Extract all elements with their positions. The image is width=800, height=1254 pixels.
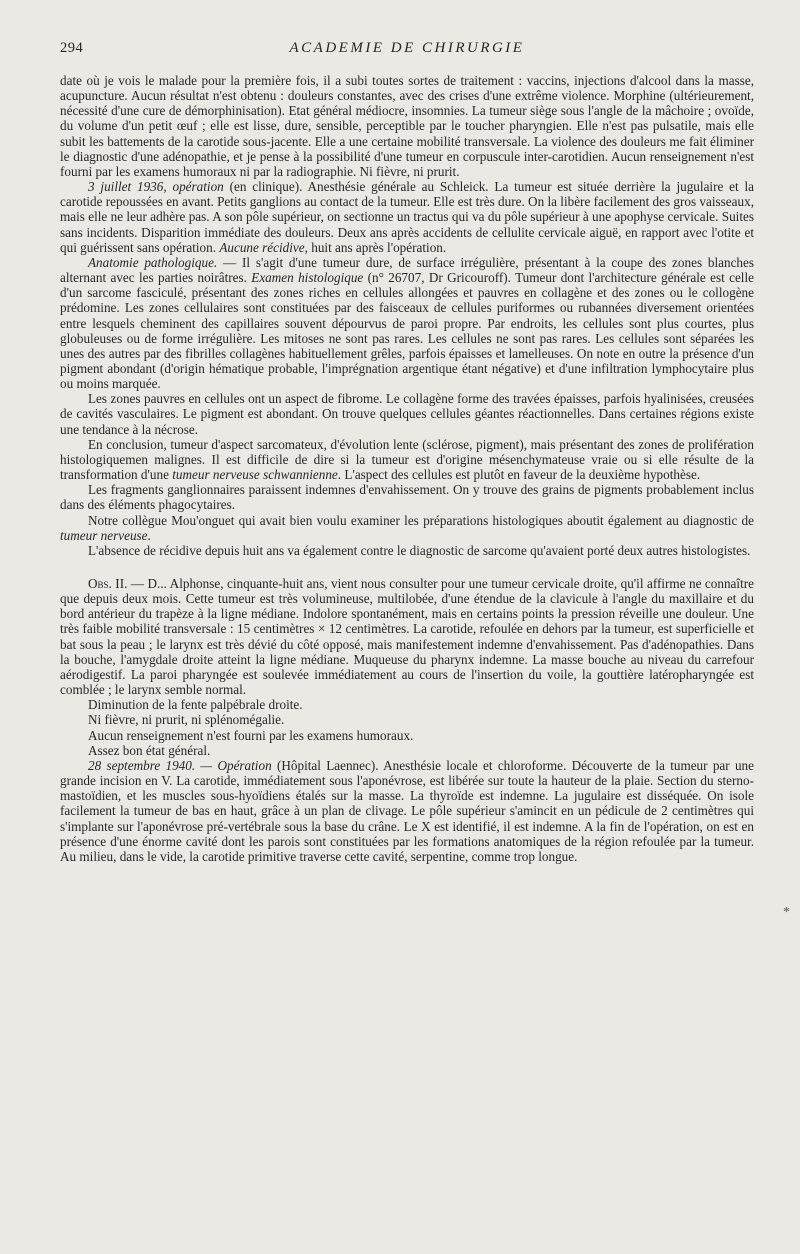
page-number: 294 [60,40,84,56]
section-gap [60,558,754,576]
running-title: ACADEMIE DE CHIRURGIE [289,40,525,56]
page-header [60,40,754,57]
operation-1936-tail: , huit ans après l'opération. [304,239,447,255]
observation-2-text: — D... Alphonse, cinquante-huit ans, vient nous consulter pour une tumeur cervicale droite, qu'il affirme ne connaître que depuis deux mois. Cette tumeur est très volumineuse, multilobée, d'une étendue de la clavicule à l'angle du maxillaire et du bord antérieur du trapèze à la ligne médiane. Indolore spontanément, mais en certains points la pression réveille une douleur. Une très faible mobilité transversale : 15 centimètres × 12 centimètres. La carotide, refoulée en dehors par la tumeur, est superficielle et bat sous la peau ; le larynx est très dévié du côté opposé, mais manifestement indemne d'envahissement. Pas d'adénopathies. Dans la bouche, l'amygdale droite atteint la ligne médiane. Muqueuse du pharynx indemne. La masse bouche au niveau du carrefour aérodigestif. La paroi pharyngée est soulevée immédiatement au cours de l'insertion du voile, la gouttière latéropharyngée est comblée ; le larynx semble normal. [60,576,754,698]
paragraph-operation-1940 [60,758,754,864]
short-line: Ni fièvre, ni prurit, ni splénomégalie. [88,712,285,728]
no-recurrence-emphasis: Aucune récidive [219,239,305,255]
conclusion-tail: . L'aspect des cellules est plutôt en faveur de la deuxième hypothèse. [337,467,701,483]
short-line: Assez bon état général. [88,742,211,758]
anatomie-text-1: — Il s'agit d'une tumeur dure, de surface irrégulière, présentant à la coupe des zones blanches alternant avec les parties noirâtres. [60,254,755,286]
paragraph-collegue [60,513,754,543]
operation-date-1940: 28 septembre 1940. — Opération [88,757,272,773]
operation-date-1936: 3 juillet 1936, opération [88,179,224,195]
anatomie-text-2: (n° 26707, Dr Gricouroff). Tumeur dont l'architecture générale est celle d'un sarcome fasciculé, présentant des zones riches en cellules allongées et pauvres en collagène et des zones ou le collogène prédomine. Les zones cellulaires sont constituées par des faisceaux de cellules puriformes ou rubannées diversement orientées entre lesquels cheminent des capillaires souvent dépourvus de paroi propre. Par endroits, les cellules sont plus courtes, plus globuleuses ou de forme irrégulière. Les mitoses ne sont pas rares. Les cellules ne sont pas rares. Les cellules sont séparées les unes des autres par des fibrilles collagènes habituellement grêles, parfois épaisses et lamelleuses. On note en outre la présence d'un pigment abondant (d'origin hématique probable, l'imprégnation argentique étant négative) et d'une infiltration lymphocytaire plus ou moins marquée. [60,270,754,392]
paragraph-history: date où je vois le malade pour la première fois, il a subi toutes sortes de traitement : vaccins, injections d'alcool dans la masse, acupuncture. Aucun résultat n'est obtenu : douleurs constantes, avec des crises d'une extrême violence. Morphine (ultérieurement, nécessité d'une cure de démorphinisation). Etat général médiocre, insomnies. La tumeur siège sous l'angle de la mâchoire ; ovoïde, du volume d'un petit œuf ; elle est lisse, dure, sensible, perceptible par le toucher pharyngien. Elle n'est pas pulsatile, mais elle subit les battements de la carotide sous-jacente. Elle a une certaine mobilité transversale. La violence des douleurs me fait éliminer le diagnostic d'une adénopathie, et je pense à la possibilité d'une tumeur en corpuscule inter-carotidien. Aucun renseignement n'est fourni par les examens humoraux ni par la radiographie. Ni fièvre, ni prurit. [60,73,754,179]
paragraph-absence: L'absence de récidive depuis huit ans va également contre le diagnostic de sarcome qu'avaient porté deux autres histologistes. [88,542,751,558]
observation-label: Obs. II. [88,576,128,591]
margin-asterisk-mark: * [783,905,790,920]
histology-emphasis: Examen histologique [251,270,364,286]
conclusion-text: En conclusion, tumeur d'aspect sarcomateux, d'évolution lente (sclérose, pigment), mais présentant des zones de prolifération histologiquemen malignes. Il est difficile de dire si la tumeur est d'origine mésenchymateuse vraie ou si elle résulte de la transformation d'une [60,436,754,483]
article-body [60,73,754,864]
paragraph-zones: Les zones pauvres en cellules ont un aspect de fibrome. Le collagène forme des travées épaisses, parfois hyalinisées, creusées de cavités vasculaires. Le pigment est abondant. On trouve quelques cellules géantes réactionnelles. Dans certaines régions existe une tendance à la nécrose. [60,391,754,437]
collegue-text: Notre collègue Mou'onguet qui avait bien voulu examiner les préparations histologiques aboutit également au diagnostic de [88,512,754,528]
short-line: Aucun renseignement n'est fourni par les examens humoraux. [88,727,414,743]
conclusion-emphasis: tumeur nerveuse schwannienne [172,467,338,483]
operation-1940-text: (Hôpital Laennec). Anesthésie locale et chloroforme. Découverte de la tumeur par une grande incision en V. La carotide, immédiatement sous l'aponévrose, est libérée sur toute la hauteur de la plaie. Section du sterno-mastoïdien, et les muscles sous-hyoïdiens étalés sur la masse. La thyroïde est indemne. La jugulaire est disséquée. On isole facilement la tumeur de bas en haut, grâce à un plan de clivage. Le pôle supérieur s'amincit en un pédicule de 2 centimètres qui s'implante sur l'aponévrose pré-vertébrale sous la base du crâne. Le X est identifié, il est indemne. A la fin de l'opération, on est en présence d'une énorme cavité dont les parois sont constituées par les formations anatomiques de la région refoulée par la tumeur. Au milieu, dans le vide, la carotide primitive traverse cette cavité, serpentine, comme trop longue. [60,757,754,864]
paragraph-fragments: Les fragments ganglionnaires paraissent indemnes d'envahissement. On y trouve des grains de pigments probablement inclus dans des éléments phagocytaires. [60,482,754,513]
anatomie-label: Anatomie pathologique. [88,254,218,270]
short-line: Diminution de la fente palpébrale droite. [88,697,303,713]
paragraph-anatomie [60,255,754,391]
paragraph-observation-2 [60,576,754,697]
collegue-emphasis: tumeur nerveuse [60,527,148,543]
collegue-tail: . [147,527,151,543]
paragraph-operation-1936 [60,179,754,255]
paragraph-conclusion [60,437,754,482]
operation-1936-text: (en clinique). Anesthésie générale au Schleick. La tumeur est située derrière la jugulaire et la carotide repoussées en avant. Petits ganglions au contact de la tumeur. Elle est très dure. On la libère facilement des gros vaisseaux, mais elle ne leur adhère pas. A son pôle supérieur, on sectionne un tractus qui va du pôle supérieur à une apophyse cervicale. Suites sans incidents. Disparition immédiate des douleurs. Deux ans après accidents de cellulite cervicale aiguë, en rapport avec l'otite et qui guérissent sans opération. [60,179,754,255]
